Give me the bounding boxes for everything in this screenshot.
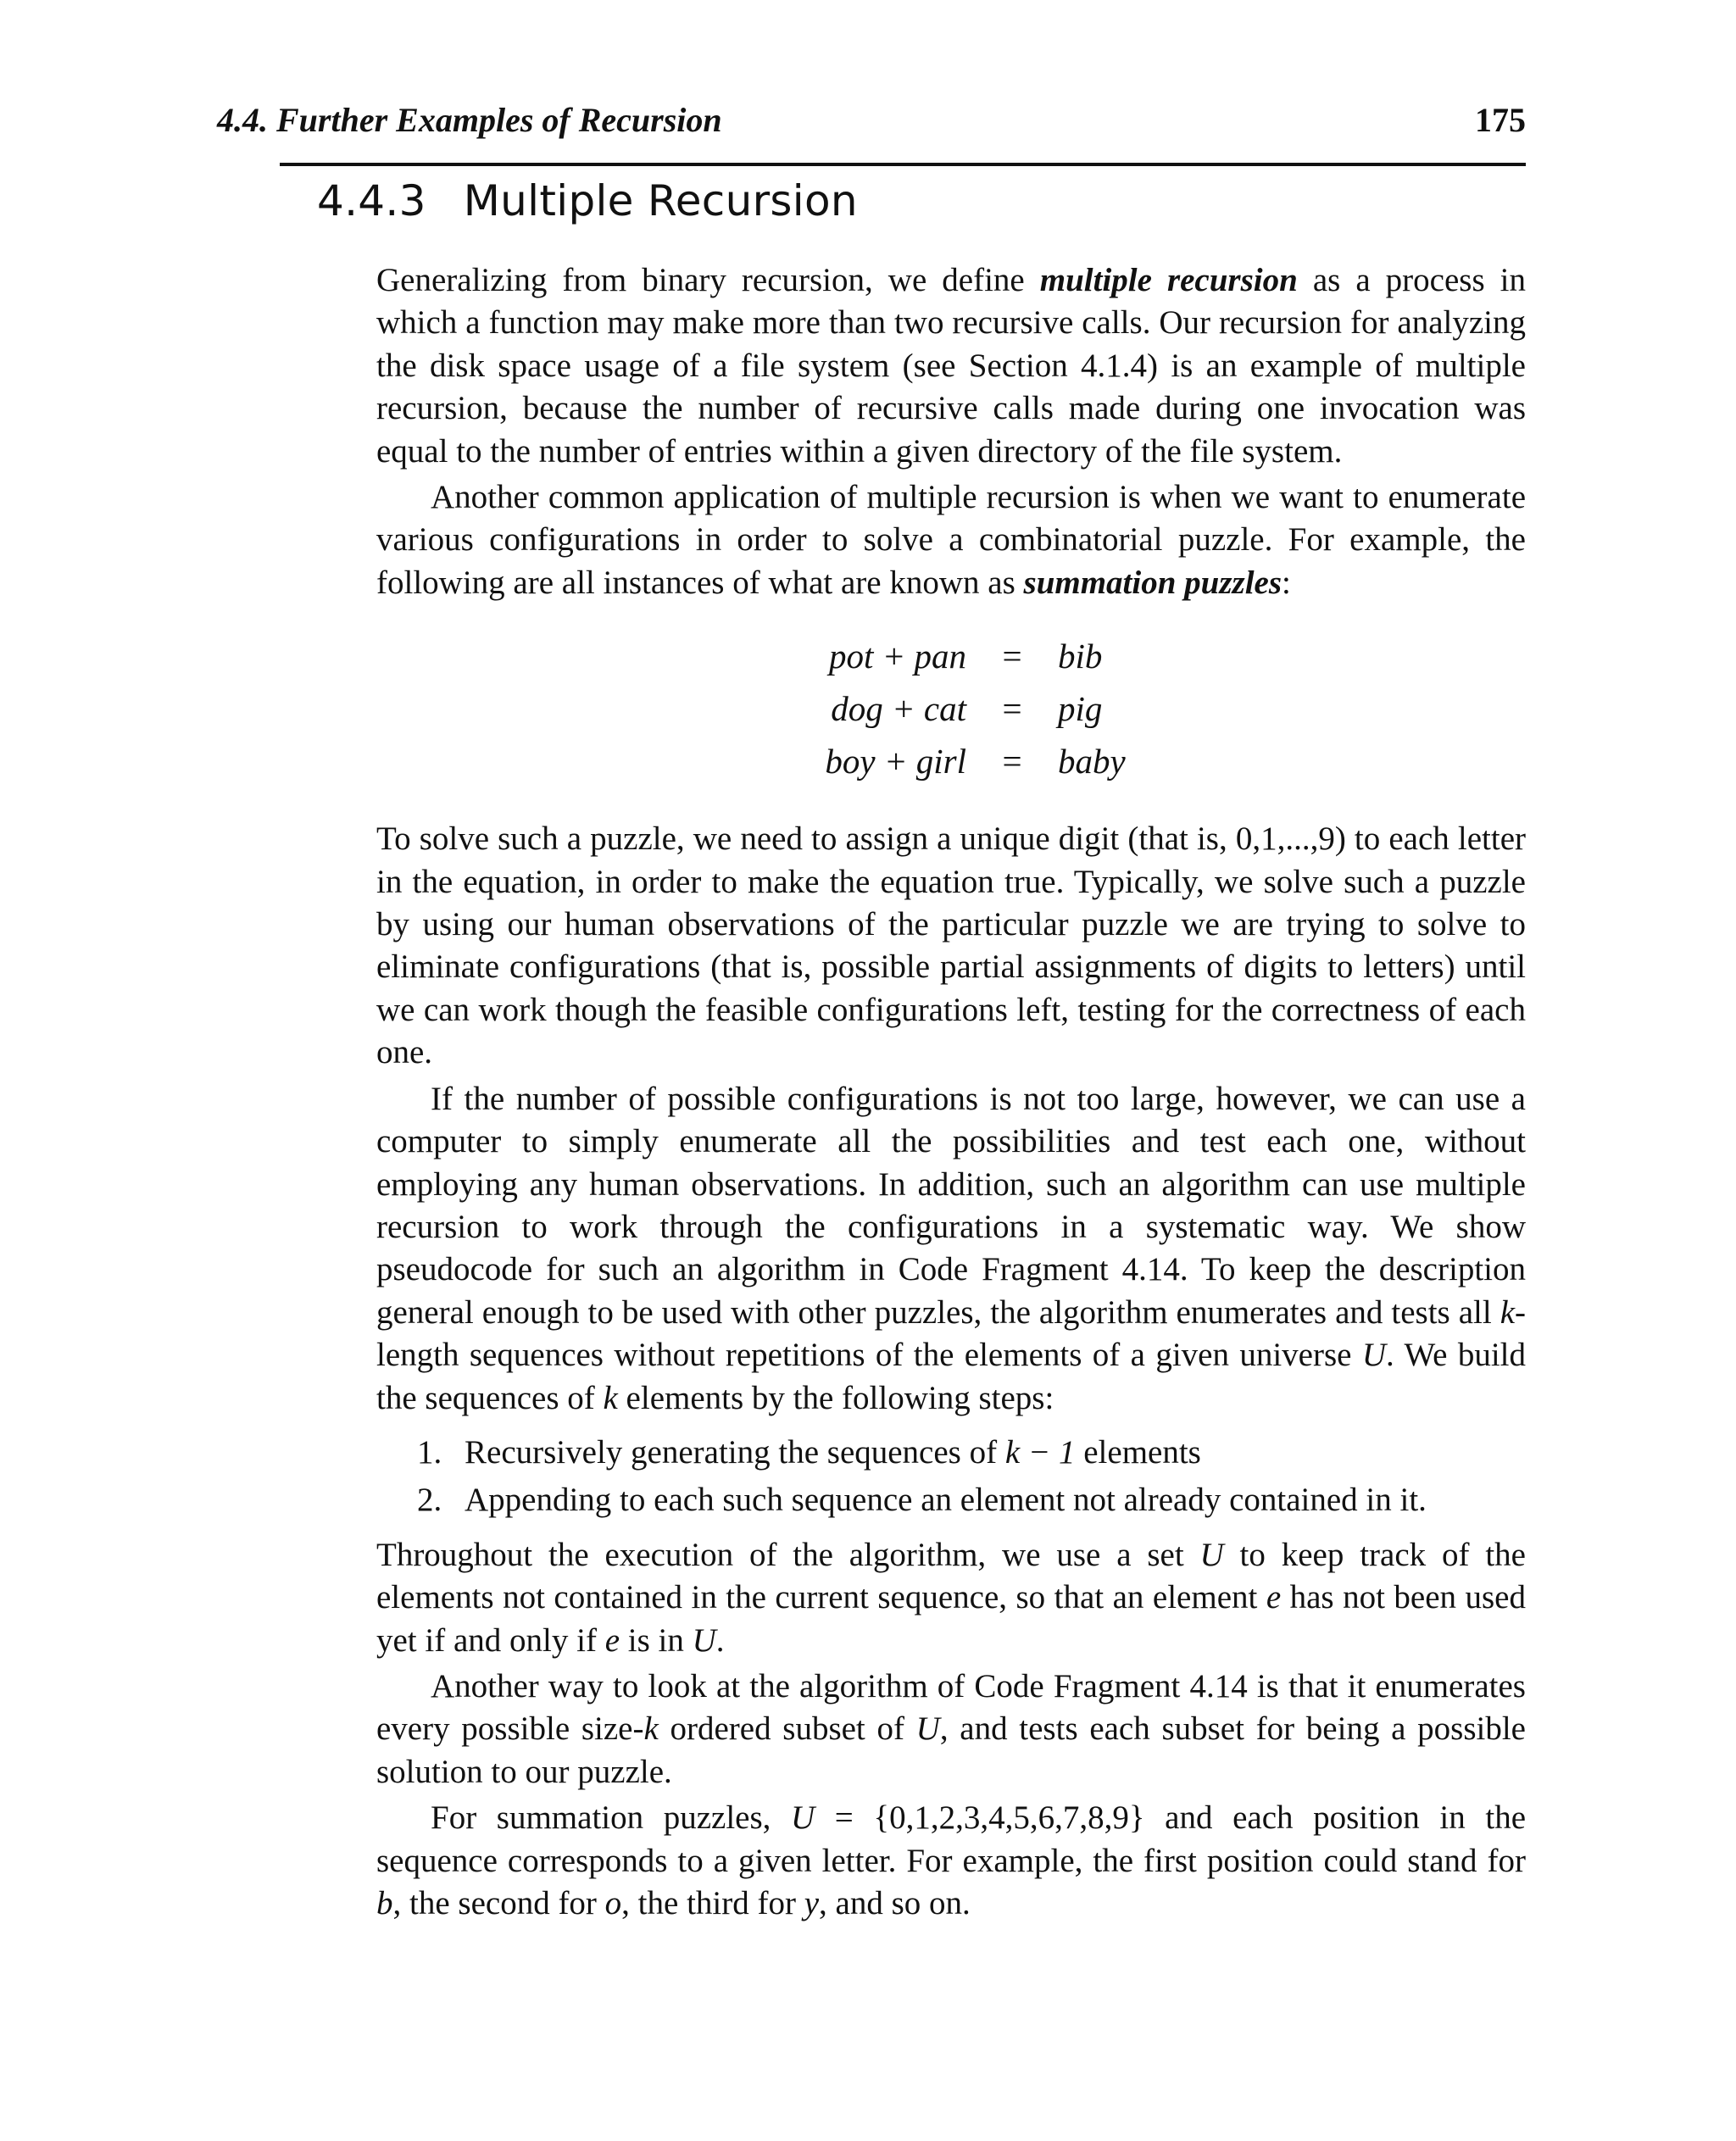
equation-rhs: baby bbox=[1058, 742, 1126, 781]
steps-list bbox=[376, 1432, 1526, 1522]
text-run: ) to each letter in the equation, in order to make the equation true. Typically, we solve such a puzzle by using our human observations of the particular puzzle we are trying to solve to eliminate configurations (that is, possible partial assignments of digits to letters) until we can work though the feasible configurations left, testing for the correctness of each one. bbox=[376, 820, 1526, 1071]
text-run: Another common application of multiple recursion is when we want to enumerate various configurations in order to solve a combinatorial puzzle. For example, the following are all instances of what are known as bbox=[376, 479, 1526, 601]
math-U: U bbox=[1361, 1337, 1387, 1374]
list-marker: 2. bbox=[417, 1482, 442, 1519]
math-letter-b: b bbox=[376, 1885, 393, 1921]
math-U: U bbox=[692, 1621, 716, 1659]
text-run: to keep track of the elements not contained in the current sequence, so that an element bbox=[376, 1536, 1526, 1616]
math-letter-y: y bbox=[804, 1885, 820, 1921]
equation-row bbox=[797, 682, 1194, 735]
section-number: 4.4.3 bbox=[317, 176, 426, 225]
page-number: 175 bbox=[1475, 101, 1526, 139]
paragraph-4 bbox=[376, 1078, 1526, 1420]
equation-rhs: pig bbox=[1058, 689, 1103, 729]
equals-sign: = bbox=[1002, 689, 1022, 729]
text-run: is in bbox=[620, 1621, 693, 1659]
paragraph-6 bbox=[376, 1666, 1526, 1793]
text-run: , the third for bbox=[621, 1885, 804, 1921]
text-run: -length sequences without repetitions of the elements of a given universe bbox=[376, 1293, 1526, 1374]
text-run: elements bbox=[1075, 1433, 1201, 1471]
paragraph-1 bbox=[376, 259, 1526, 473]
text-run: Another way to look at the algorithm of Code Fragment 4.14 is that it enumerates every possible size- bbox=[376, 1667, 1526, 1748]
term-summation-puzzles: summation puzzles bbox=[1023, 564, 1283, 601]
header-rule bbox=[280, 163, 1526, 166]
text-run: Recursively generating the sequences of bbox=[465, 1433, 1005, 1471]
paragraph-3 bbox=[376, 818, 1526, 1074]
math-set: = {0,1,2,3,4,5,6,7,8,9} bbox=[815, 1799, 1145, 1837]
equation-lhs: boy + girl bbox=[825, 742, 966, 781]
text-run: Appending to each such sequence an element not already contained in it. bbox=[465, 1482, 1427, 1519]
equation-row bbox=[797, 630, 1194, 682]
text-run: : bbox=[1282, 564, 1291, 601]
equals-sign: = bbox=[1002, 637, 1022, 676]
text-run: has not been used yet if and only if bbox=[376, 1579, 1526, 1659]
math-U: U bbox=[791, 1799, 815, 1837]
math-U: U bbox=[1199, 1536, 1224, 1573]
body-text bbox=[376, 259, 1526, 1928]
text-run: , and so on. bbox=[819, 1885, 971, 1921]
math-digits: 0,1,...,9 bbox=[1235, 820, 1335, 858]
list-marker: 1. bbox=[417, 1433, 442, 1471]
list-item bbox=[376, 1479, 1526, 1521]
running-head bbox=[217, 100, 1526, 142]
running-head-title: 4.4. Further Examples of Recursion bbox=[217, 101, 722, 139]
math-k: k bbox=[603, 1379, 618, 1416]
equation-rhs: bib bbox=[1058, 637, 1103, 676]
equals-sign: = bbox=[1002, 742, 1022, 781]
text-run: Throughout the execution of the algorithm, we use a set bbox=[376, 1536, 1200, 1573]
paragraph-2 bbox=[376, 476, 1526, 604]
text-run: ordered subset of bbox=[658, 1710, 916, 1748]
term-multiple-recursion: multiple recursion bbox=[1039, 262, 1298, 298]
section-heading bbox=[317, 176, 858, 225]
math-U: U bbox=[915, 1710, 940, 1748]
paragraph-5 bbox=[376, 1534, 1526, 1662]
equation-lhs: dog + cat bbox=[831, 689, 966, 729]
summation-puzzle-equations bbox=[376, 630, 1526, 787]
equation-row bbox=[797, 735, 1194, 787]
text-run: as a process in which a function may make more than two recursive calls. Our recursion for analyzing the disk space usage of a file system (see Section 4.1.4) is an example of multiple recursion, because the number of recursive calls made during one invocation was equal to the number of entries within a given directory of the file system. bbox=[376, 262, 1527, 470]
text-run: To solve such a puzzle, we need to assign a unique digit (that is, bbox=[376, 820, 1236, 858]
text-run: , and tests each subset for being a possible solution to our puzzle. bbox=[376, 1710, 1526, 1790]
section-title: Multiple Recursion bbox=[463, 176, 858, 225]
text-run: . We build the sequences of bbox=[376, 1337, 1527, 1416]
text-run: For summation puzzles, bbox=[431, 1799, 792, 1837]
paragraph-7 bbox=[376, 1797, 1526, 1925]
equation-array bbox=[797, 630, 1194, 787]
math-k: k bbox=[1500, 1293, 1515, 1331]
list-item bbox=[376, 1432, 1526, 1474]
text-run: elements by the following steps: bbox=[617, 1379, 1054, 1416]
text-run: Generalizing from binary recursion, we define bbox=[376, 262, 1040, 298]
math-k-minus-1: k − 1 bbox=[1004, 1433, 1076, 1471]
math-k: k bbox=[643, 1710, 659, 1748]
text-run: If the number of possible configurations is not too large, however, we can use a computer to simply enumerate all the possibilities and test each one, without employing any human observations. In addition, such an algorithm can use multiple recursion to work through the configurations in a systematic way. We show pseudocode for such an algorithm in Code Fragment 4.14. To keep the description general enough to be used with other puzzles, the algorithm enumerates and tests all bbox=[376, 1080, 1526, 1331]
math-e: e bbox=[604, 1621, 620, 1659]
text-run: , the second for bbox=[392, 1885, 605, 1921]
equation-lhs: pot + pan bbox=[828, 637, 966, 676]
text-run: and each position in the sequence corresponds to a given letter. For example, the first position could stand for bbox=[376, 1799, 1526, 1879]
text-run: . bbox=[715, 1621, 725, 1659]
math-letter-o: o bbox=[604, 1885, 622, 1921]
math-e: e bbox=[1266, 1579, 1282, 1616]
